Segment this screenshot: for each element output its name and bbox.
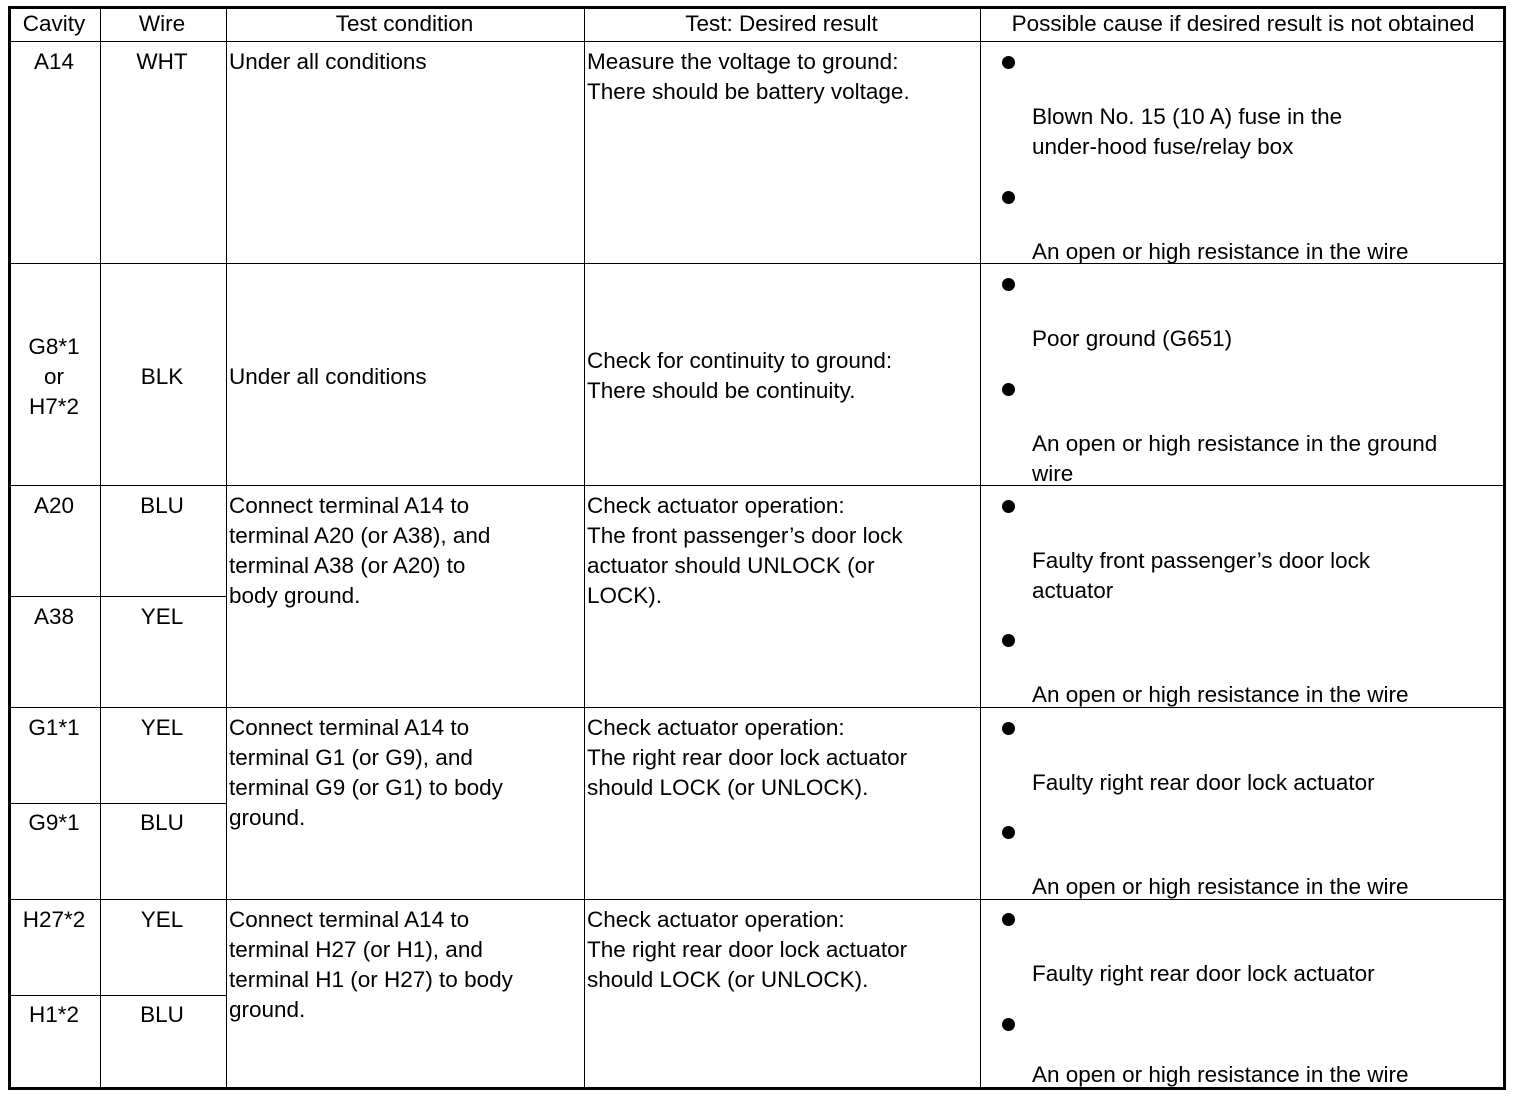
test-condition-cell: Under all conditions xyxy=(229,364,427,389)
bullet-icon xyxy=(1002,383,1015,396)
test-condition-cell: Under all conditions xyxy=(229,49,427,74)
desired-result-cell: Check actuator operation: The right rear door lock actuator should LOCK (or UNLOCK). xyxy=(587,715,908,800)
bullet-icon xyxy=(1002,1018,1015,1031)
wire-cell: YEL xyxy=(140,604,184,629)
cavity-cell: H27*2 xyxy=(22,907,86,932)
wire-cell: BLU xyxy=(140,810,184,835)
bullet-icon xyxy=(1002,500,1015,513)
wire-cell: YEL xyxy=(140,907,184,932)
test-condition-cell: Connect terminal A14 to terminal G1 (or G9), and terminal G9 (or G1) to body ground. xyxy=(229,715,503,830)
row-divider xyxy=(11,41,1503,42)
cavity-cell: A38 xyxy=(33,604,75,629)
desired-result-cell: Measure the voltage to ground: There should be battery voltage. xyxy=(587,49,910,104)
cause-item: Blown No. 15 (10 A) fuse in the under-hood fuse/relay box xyxy=(1032,104,1343,159)
cause-item: An open or high resistance in the wire xyxy=(1032,239,1409,264)
desired-result-cell: Check actuator operation: The right rear door lock actuator should LOCK (or UNLOCK). xyxy=(587,907,908,992)
cavity-cell: G9*1 xyxy=(28,810,80,835)
wire-cell: BLU xyxy=(140,1002,184,1027)
cavity-cell: G1*1 xyxy=(28,715,80,740)
test-condition-cell: Connect terminal A14 to terminal A20 (or A38), and terminal A38 (or A20) to body ground. xyxy=(229,493,491,608)
sub-row-divider xyxy=(11,596,226,597)
cause-item: Faulty front passenger’s door lock actuator xyxy=(1032,548,1371,603)
col-divider xyxy=(980,9,981,1087)
cause-item: An open or high resistance in the ground wire xyxy=(1032,431,1438,486)
header-wire: Wire xyxy=(138,11,186,36)
cause-item: An open or high resistance in the wire xyxy=(1032,682,1409,707)
bullet-icon xyxy=(1002,913,1015,926)
desired-result-cell: Check actuator operation: The front passenger’s door lock actuator should UNLOCK (or LOCK). xyxy=(587,493,903,608)
bullet-icon xyxy=(1002,56,1015,69)
cavity-cell: G8*1 or H7*2 xyxy=(28,334,80,419)
bullet-icon xyxy=(1002,634,1015,647)
wire-cell: BLU xyxy=(140,493,184,518)
cavity-cell: A20 xyxy=(33,493,75,518)
cause-item: Poor ground (G651) xyxy=(1032,326,1233,351)
col-divider xyxy=(584,9,585,1087)
sub-row-divider xyxy=(11,995,226,996)
desired-result-cell: Check for continuity to ground: There should be continuity. xyxy=(587,348,893,403)
sub-row-divider xyxy=(11,803,226,804)
cause-item: Faulty right rear door lock actuator xyxy=(1032,770,1375,795)
cavity-cell: H1*2 xyxy=(28,1002,80,1027)
wire-cell: YEL xyxy=(140,715,184,740)
cavity-cell: A14 xyxy=(33,49,75,74)
header-possible-cause: Possible cause if desired result is not obtained xyxy=(1011,11,1475,36)
header-desired-result: Test: Desired result xyxy=(685,11,878,36)
cause-item: An open or high resistance in the wire xyxy=(1032,874,1409,899)
bullet-icon xyxy=(1002,278,1015,291)
bullet-icon xyxy=(1002,722,1015,735)
cause-item: Faulty right rear door lock actuator xyxy=(1032,961,1375,986)
wire-cell: BLK xyxy=(140,364,184,389)
header-test-condition: Test condition xyxy=(335,11,474,36)
test-condition-cell: Connect terminal A14 to terminal H27 (or H1), and terminal H1 (or H27) to body ground. xyxy=(229,907,513,1022)
bullet-icon xyxy=(1002,826,1015,839)
bullet-icon xyxy=(1002,191,1015,204)
header-cavity: Cavity xyxy=(22,11,86,36)
col-divider xyxy=(226,9,227,1087)
wire-cell: WHT xyxy=(136,49,188,74)
cause-item: An open or high resistance in the wire xyxy=(1032,1062,1409,1087)
